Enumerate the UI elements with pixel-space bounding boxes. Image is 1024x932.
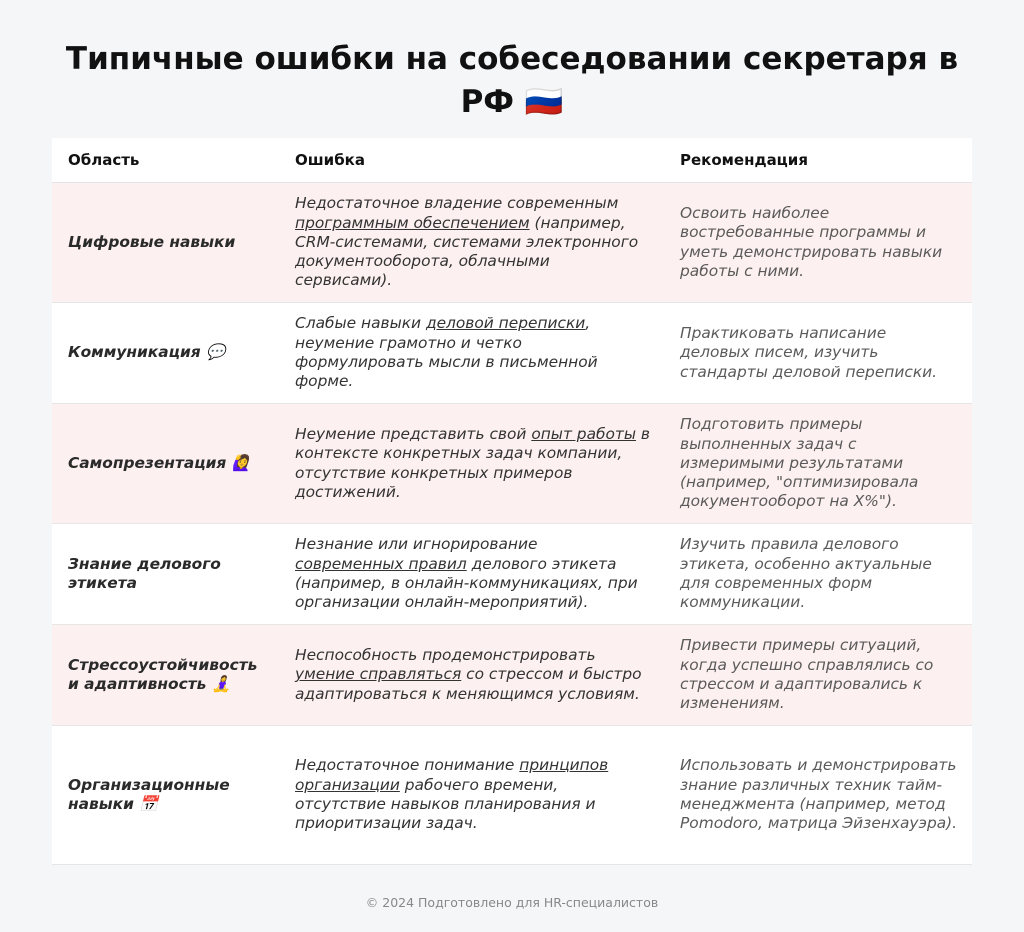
table-row <box>52 625 972 726</box>
error-link[interactable]: принципов организации <box>295 756 609 794</box>
recommendation-cell: Привести примеры ситуаций, когда успешно справлялись со стрессом и адаптировались к изменениям. <box>664 625 972 726</box>
error-link[interactable]: опыт работы <box>531 424 637 443</box>
error-text: делового этикета (например, в онлайн-коммуникациях, при организации онлайн-мероприятий). <box>295 554 638 612</box>
error-text: Недостаточное понимание <box>295 756 520 775</box>
area-cell: Организационные навыки 📅 <box>52 726 279 865</box>
area-cell: Стрессоустойчивость и адаптивность 🧘‍♀️ <box>52 625 279 726</box>
error-cell <box>279 625 664 726</box>
error-cell <box>279 726 664 865</box>
error-link[interactable]: программным обеспечением <box>295 213 530 232</box>
recommendation-cell: Использовать и демонстрировать знание различных техник тайм-менеджмента (например, метод Pomodoro, матрица Эйзенхауэра). <box>664 726 972 865</box>
table-row <box>52 404 972 524</box>
table-row <box>52 303 972 404</box>
recommendation-cell: Практиковать написание деловых писем, изучить стандарты деловой переписки. <box>664 303 972 404</box>
error-text: в контексте конкретных задач компании, отсутствие конкретных примеров достижений. <box>295 424 650 501</box>
recommendation-cell: Изучить правила делового этикета, особенно актуальные для современных форм коммуникации. <box>664 524 972 625</box>
error-text: Неспособность продемонстрировать <box>295 646 596 665</box>
column-header-error: Ошибка <box>279 138 664 183</box>
error-text: со стрессом и быстро адаптироваться к меняющимся условиям. <box>295 665 642 703</box>
table-row <box>52 183 972 303</box>
error-text: Незнание или игнорирование <box>295 535 538 554</box>
table-row <box>52 524 972 625</box>
area-cell: Знание делового этикета <box>52 524 279 625</box>
column-header-area: Область <box>52 138 279 183</box>
area-cell: Цифровые навыки <box>52 183 279 303</box>
column-header-recommendation: Рекомендация <box>664 138 972 183</box>
table-header-row <box>52 138 972 183</box>
errors-table <box>52 138 972 865</box>
area-cell: Самопрезентация 🙋‍♀️ <box>52 404 279 524</box>
error-link[interactable]: умение справляться <box>295 665 462 684</box>
error-text: Недостаточное владение современным <box>295 194 619 213</box>
table-row <box>52 726 972 865</box>
error-link[interactable]: деловой переписки <box>425 314 586 333</box>
area-cell: Коммуникация 💬 <box>52 303 279 404</box>
error-text: Неумение представить свой <box>295 424 532 443</box>
error-text: Слабые навыки <box>295 314 426 333</box>
recommendation-cell: Освоить наиболее востребованные программы и уметь демонстрировать навыки работы с ними. <box>664 183 972 303</box>
footer-text: © 2024 Подготовлено для HR-специалистов <box>365 895 659 910</box>
error-cell <box>279 404 664 524</box>
error-text: рабочего времени, отсутствие навыков планирования и приоритизации задач. <box>295 775 596 833</box>
error-link[interactable]: современных правил <box>295 554 467 573</box>
error-cell <box>279 183 664 303</box>
recommendation-cell: Подготовить примеры выполненных задач с измеримыми результатами (например, "оптимизировала документооборот на X%"). <box>664 404 972 524</box>
error-text: , неумение грамотно и четко формулировать мысли в письменной форме. <box>295 314 598 391</box>
error-cell <box>279 303 664 404</box>
error-cell <box>279 524 664 625</box>
error-text: (например, CRM-системами, системами электронного документооборота, облачными сервисами). <box>295 213 639 290</box>
page-title: Типичные ошибки на собеседовании секретаря в РФ 🇷🇺 <box>65 41 959 120</box>
